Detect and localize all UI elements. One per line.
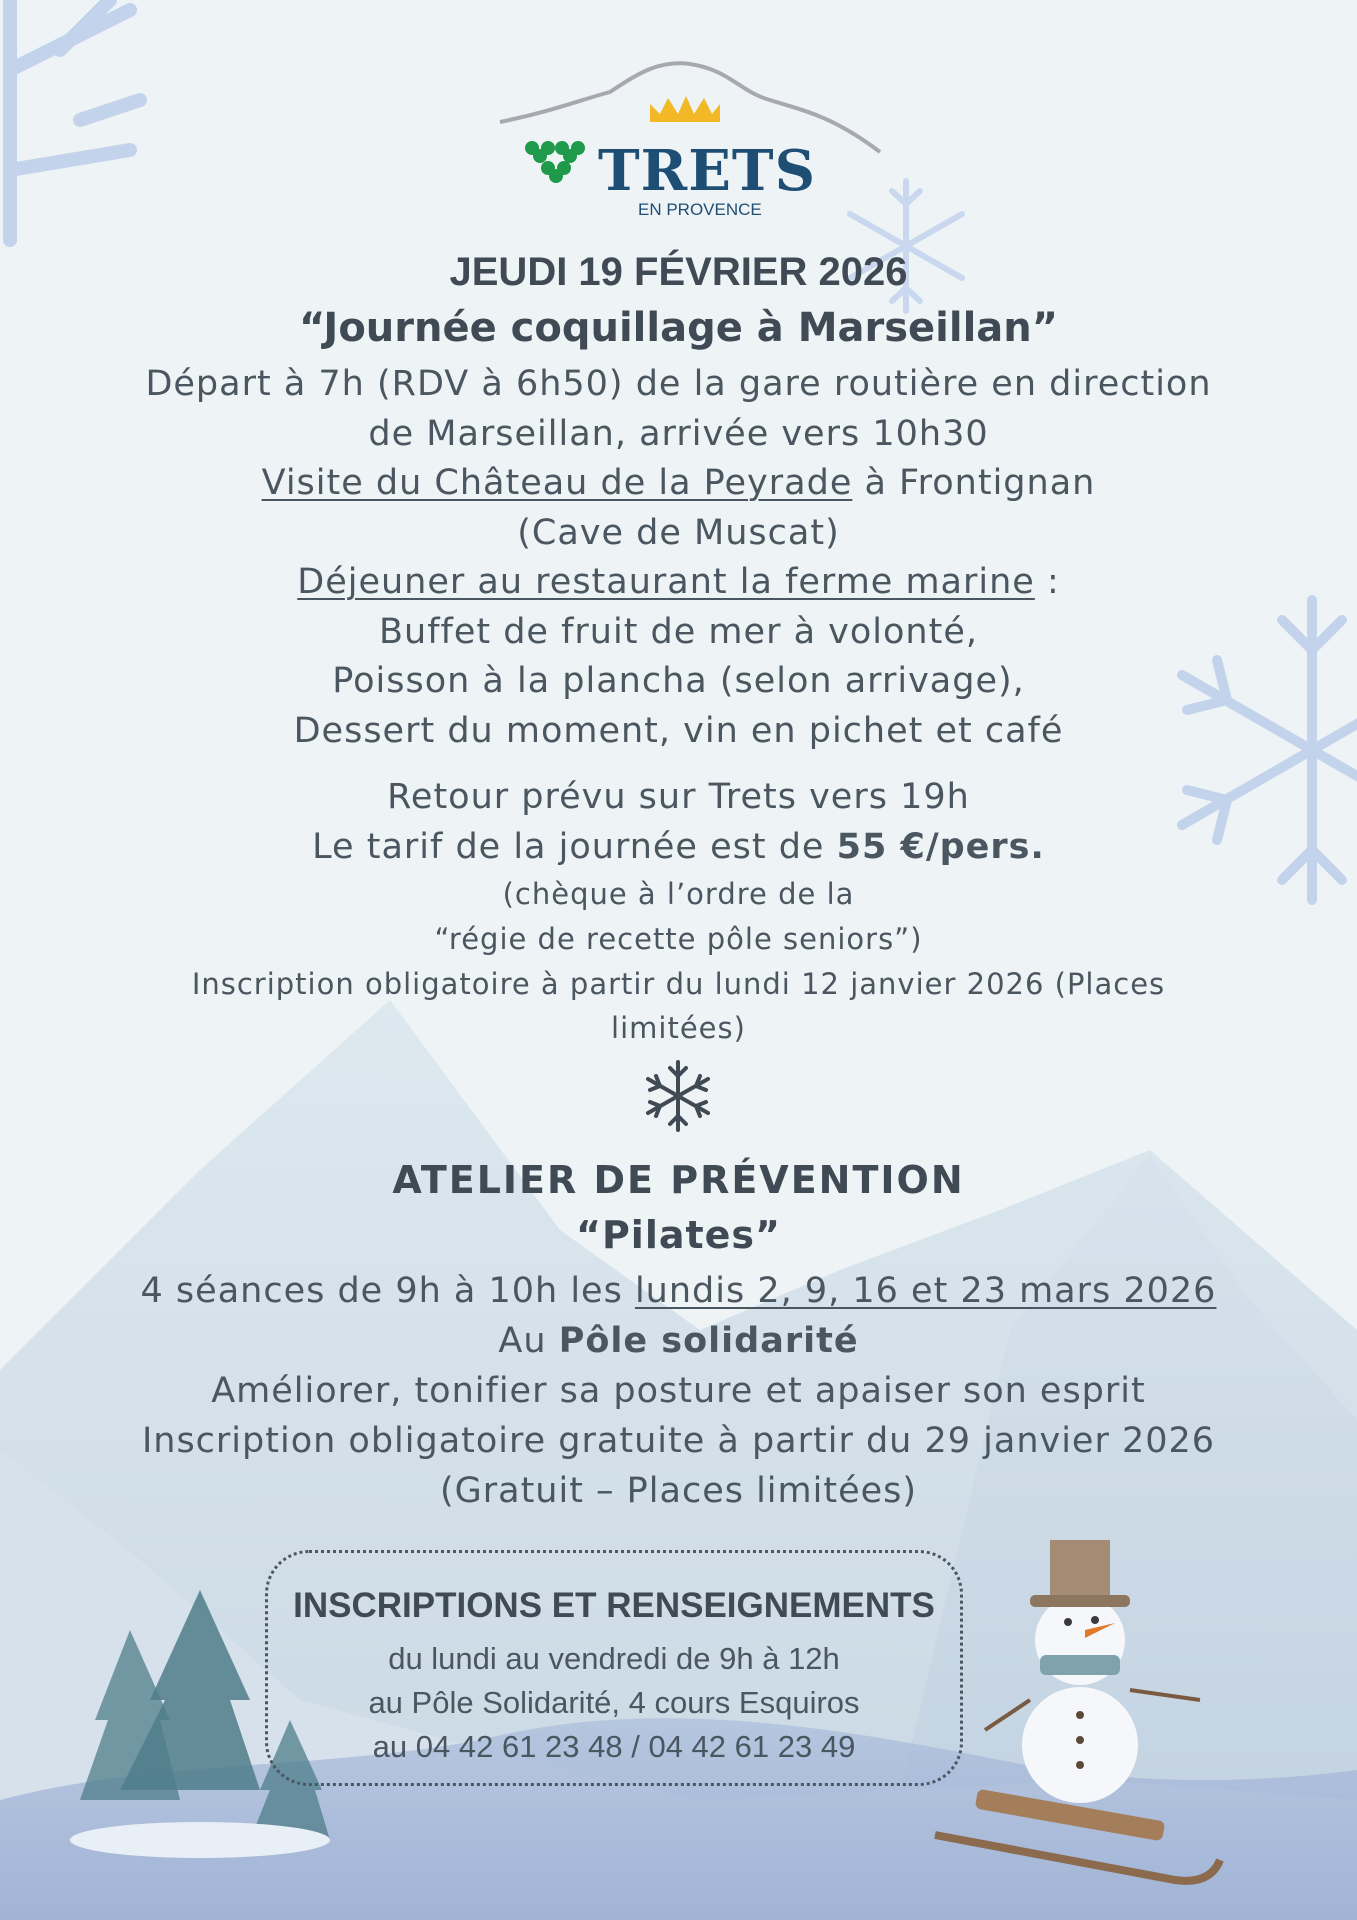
event1-visit	[0, 459, 1357, 509]
event2-note: (Gratuit – Places limitées)	[439, 1471, 918, 1511]
event1-price: 55 €/pers.	[836, 827, 1045, 867]
event2-sessions-dates: lundis 2, 9, 16 et 23 mars 2026	[634, 1271, 1217, 1311]
event1-inscription: Inscription obligatoire à partir du lundi 12 janvier 2026 (Places limitées)	[191, 967, 1166, 1045]
trets-logo	[490, 52, 890, 222]
logo-subtitle: EN PROVENCE	[638, 200, 762, 219]
snowflake-icon	[10, 0, 140, 240]
menu-item: Poisson à la plancha (selon arrivage),	[332, 661, 1025, 701]
event2-heading: ATELIER DE PRÉVENTION	[392, 1158, 965, 1202]
event1-return-price	[0, 772, 1357, 872]
event1-cheque-line2: “régie de recette pôle seniors”)	[434, 922, 923, 956]
event1-details	[0, 360, 1357, 756]
event1-arrival: de Marseillan, arrivée vers 10h30	[368, 413, 989, 454]
event2-sessions-prefix: 4 séances de 9h à 10h les	[140, 1271, 635, 1311]
event2-details	[0, 1266, 1357, 1516]
event1-visit-highlight: Visite du Château de la Peyrade	[261, 463, 853, 503]
contact-heading: INSCRIPTIONS ET RENSEIGNEMENTS	[293, 1586, 935, 1625]
event2-place-line	[0, 1316, 1357, 1366]
event2-inscription: Inscription obligatoire gratuite à partir du 29 janvier 2026	[141, 1421, 1216, 1461]
event1-cheque	[0, 872, 1357, 962]
event2-description: Améliorer, tonifier sa posture et apaiser son esprit	[211, 1371, 1146, 1411]
contact-address: au Pôle Solidarité, 4 cours Esquiros	[368, 1685, 860, 1720]
event1-visit-rest: à Frontignan	[852, 463, 1096, 503]
contact-hours: du lundi au vendredi de 9h à 12h	[388, 1641, 840, 1676]
contact-phones: au 04 42 61 23 48 / 04 42 61 23 49	[372, 1729, 856, 1764]
event2-place: Pôle solidarité	[558, 1321, 859, 1361]
event1-return: Retour prévu sur Trets vers 19h	[387, 777, 970, 817]
event1-title: “Journée coquillage à Marseillan”	[298, 305, 1059, 351]
event1-visit-sub: (Cave de Muscat)	[517, 512, 840, 553]
event1-lunch-rest: :	[1034, 562, 1060, 602]
event1-price-line	[0, 822, 1357, 872]
event1-lunch	[0, 558, 1357, 608]
event1-cheque-line1: (chèque à l’ordre de la	[502, 877, 855, 911]
menu-item: Buffet de fruit de mer à volonté,	[379, 611, 978, 652]
event2-place-prefix: Au	[498, 1321, 559, 1361]
event2-title: “Pilates”	[575, 1213, 782, 1257]
contact-details	[268, 1637, 960, 1769]
logo-name: TRETS	[598, 138, 817, 204]
event1-price-prefix: Le tarif de la journée est de	[312, 827, 837, 867]
event1-date: JEUDI 19 FÉVRIER 2026	[449, 250, 908, 294]
event2-sessions	[0, 1266, 1357, 1316]
contact-box	[265, 1550, 963, 1786]
snowflake-divider-icon	[643, 1058, 713, 1134]
menu-item: Dessert du moment, vin en pichet et café	[293, 710, 1064, 751]
event1-lunch-highlight: Déjeuner au restaurant la ferme marine	[297, 562, 1035, 602]
event1-departure: Départ à 7h (RDV à 6h50) de la gare routière en direction	[145, 364, 1212, 404]
